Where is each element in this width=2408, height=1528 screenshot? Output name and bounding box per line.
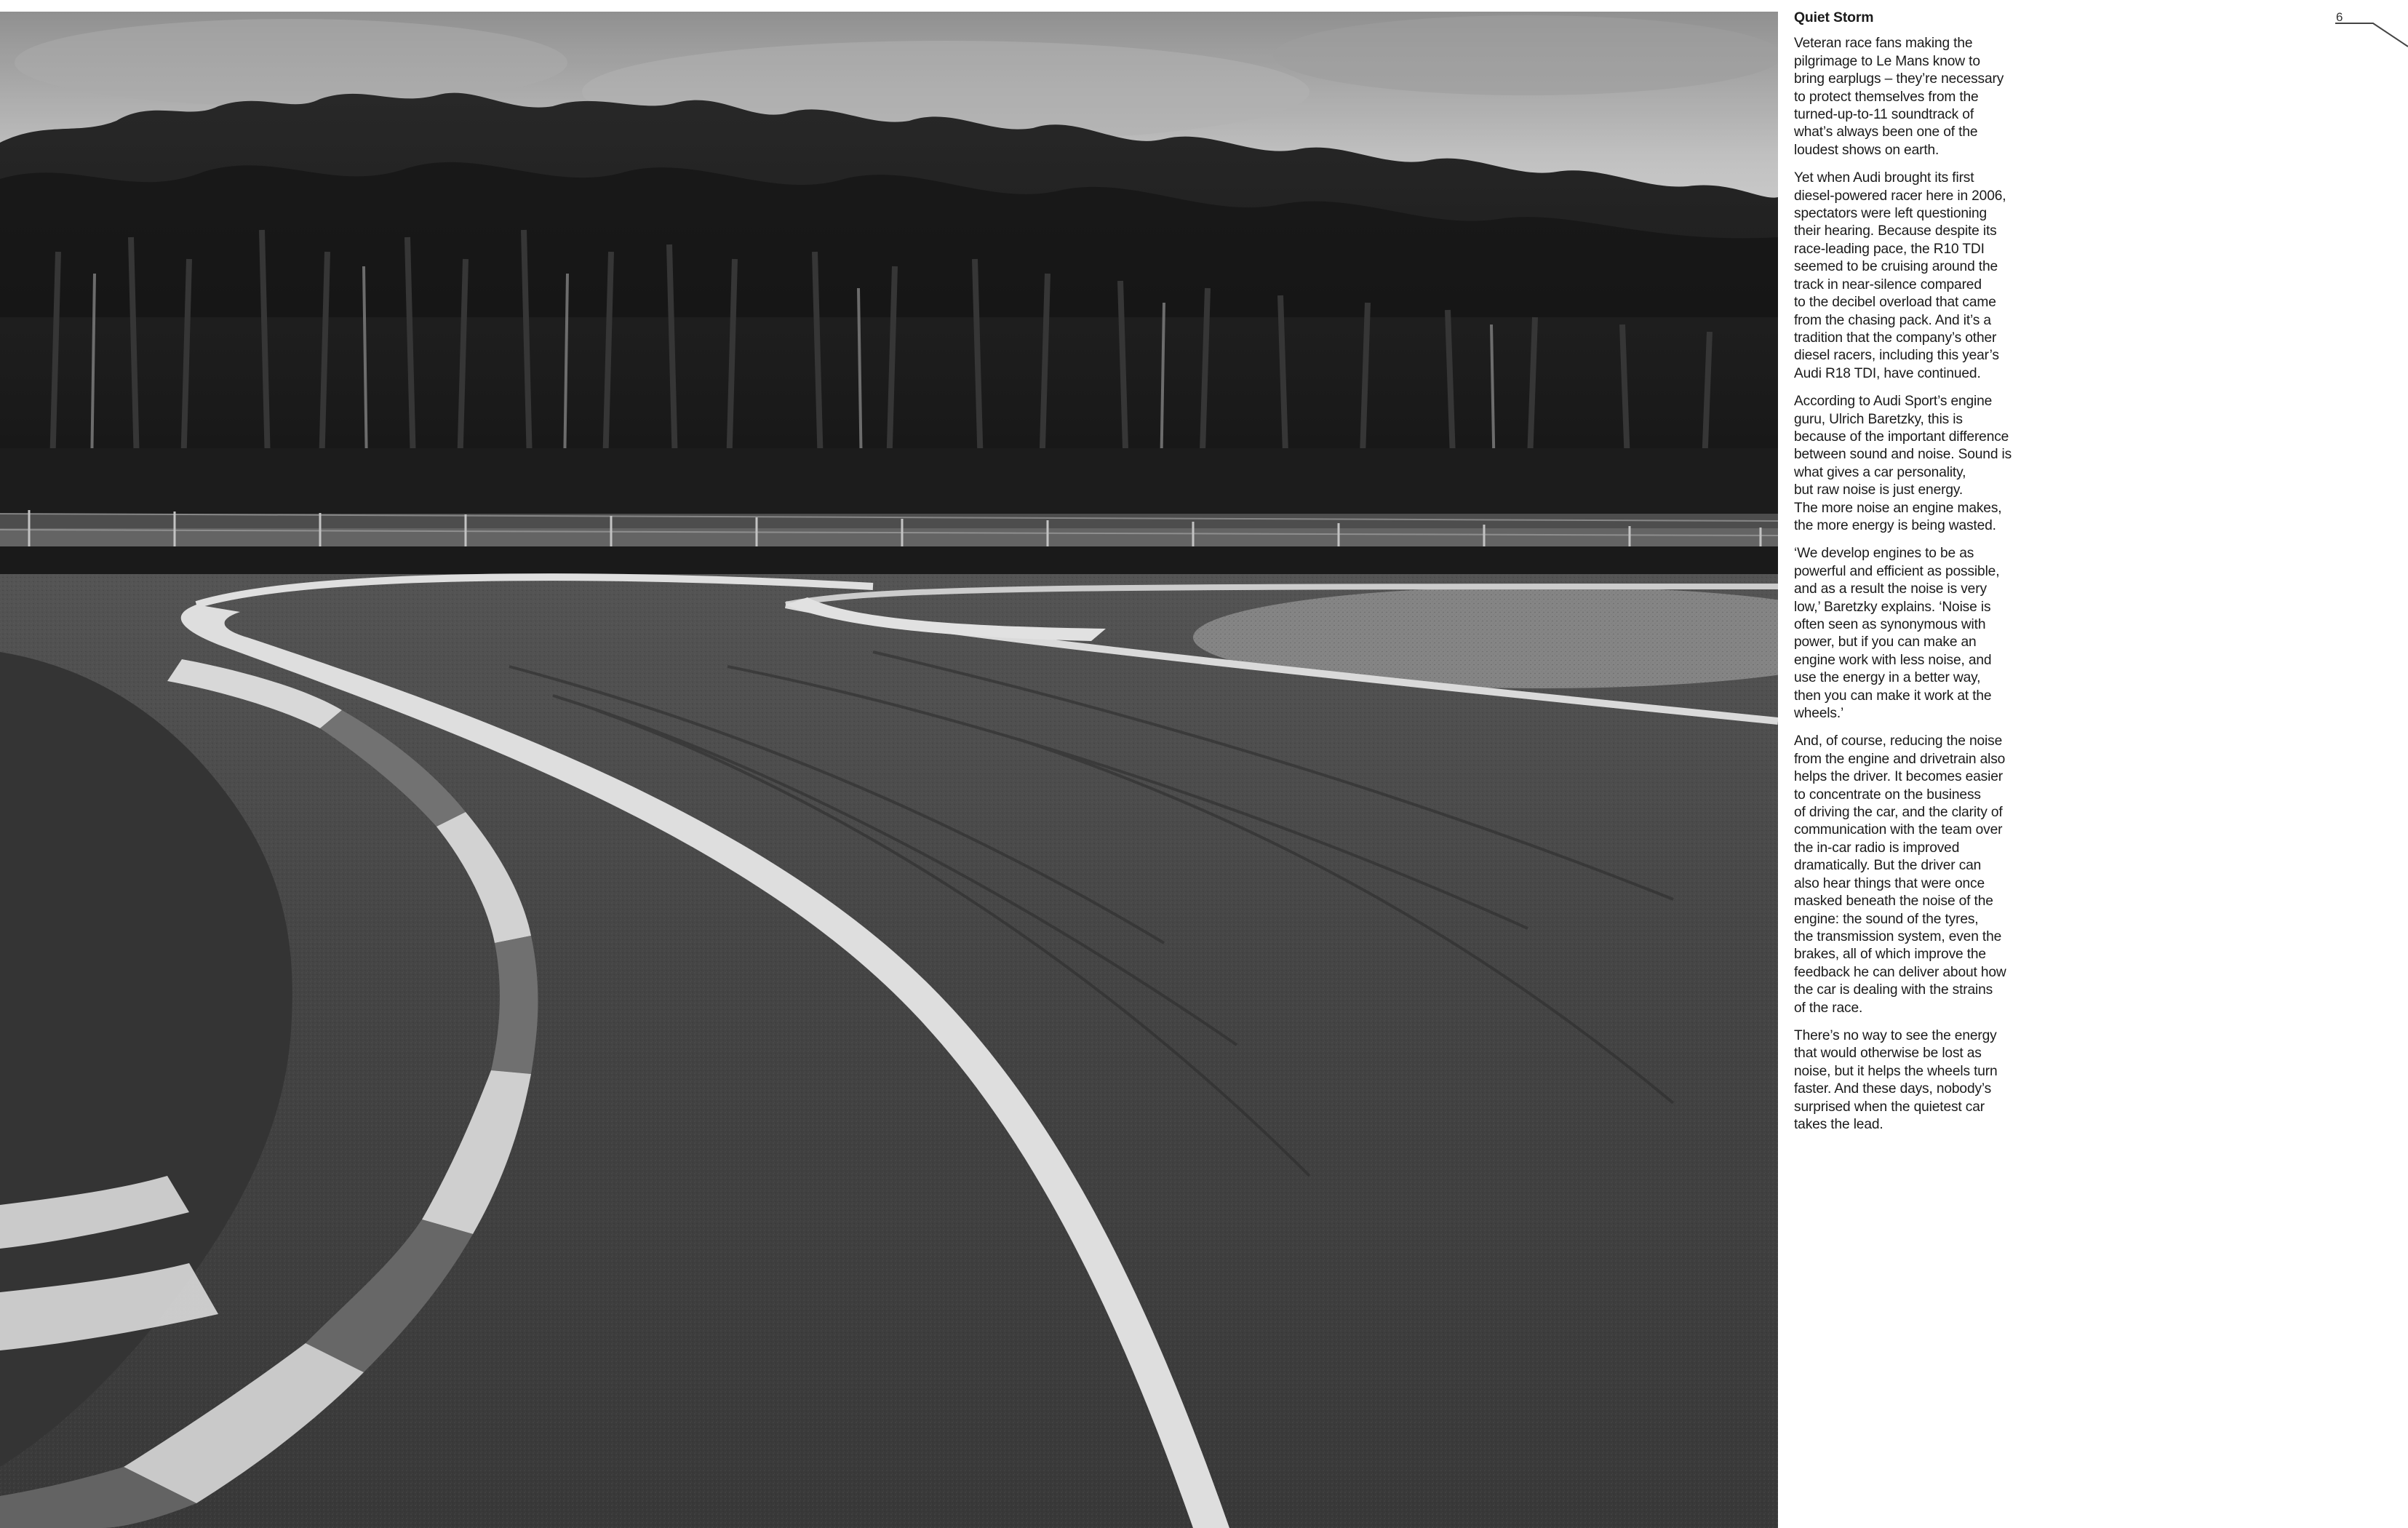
article-paragraph: Veteran race fans making the pilgrimage to Le Mans know to bring earplugs – they’re necessary to protect themselves from the turned-up-to-11 soundtrack of what’s always been one of the loudest shows on earth. bbox=[1794, 36, 2004, 158]
article-paragraph: There’s no way to see the energy that would otherwise be lost as noise, but it helps the wheels turn faster. And these days, nobody’s surprised when the quietest car takes the lead. bbox=[1794, 1027, 1998, 1132]
racetrack-photo bbox=[0, 12, 1778, 1528]
article-paragraph: According to Audi Sport’s engine guru, Ulrich Baretzky, this is because of the important difference between sound and noise. Sound is what gives a car personality, but raw noise is just energy. The more noise an engine makes, the more energy is being wasted. bbox=[1794, 394, 2012, 533]
page-number: 6 bbox=[2336, 10, 2343, 24]
article-column bbox=[1794, 9, 2027, 1144]
article-paragraph: ‘We develop engines to be as powerful and efficient as possible, and as a result the noise is very low,’ Baretzky explains. ‘Noise is often seen as synonymous with power, but if you can make an engine work with less noise, and use the energy in a better way, then you can make it work at the wheels.’ bbox=[1794, 546, 2000, 722]
racetrack-illustration bbox=[0, 12, 1778, 1528]
article-title: Quiet Storm bbox=[1794, 9, 1874, 25]
article-paragraph: And, of course, reducing the noise from the engine and drivetrain also helps the driver. It becomes easier to concentrate on the business of driving the car, and the clarity of communication with the team over the in-car radio is improved dramatically. But the driver can also hear things that were once masked beneath the noise of the engine: the sound of the tyres, the transmission system, even the brakes, all of which improve the feedback he can deliver about how the car is dealing with the strains of the race. bbox=[1794, 733, 2006, 1016]
page-corner-line bbox=[2328, 22, 2408, 51]
article-paragraph: Yet when Audi brought its first diesel-powered racer here in 2006, spectators were left questioning their hearing. Because despite its race-leading pace, the R10 TDI seemed to be cruising around the track in near-silence compared to the decibel overload that came from the chasing pack. And it’s a tradition that the company’s other diesel racers, including this year’s Audi R18 TDI, have continued. bbox=[1794, 170, 2006, 381]
